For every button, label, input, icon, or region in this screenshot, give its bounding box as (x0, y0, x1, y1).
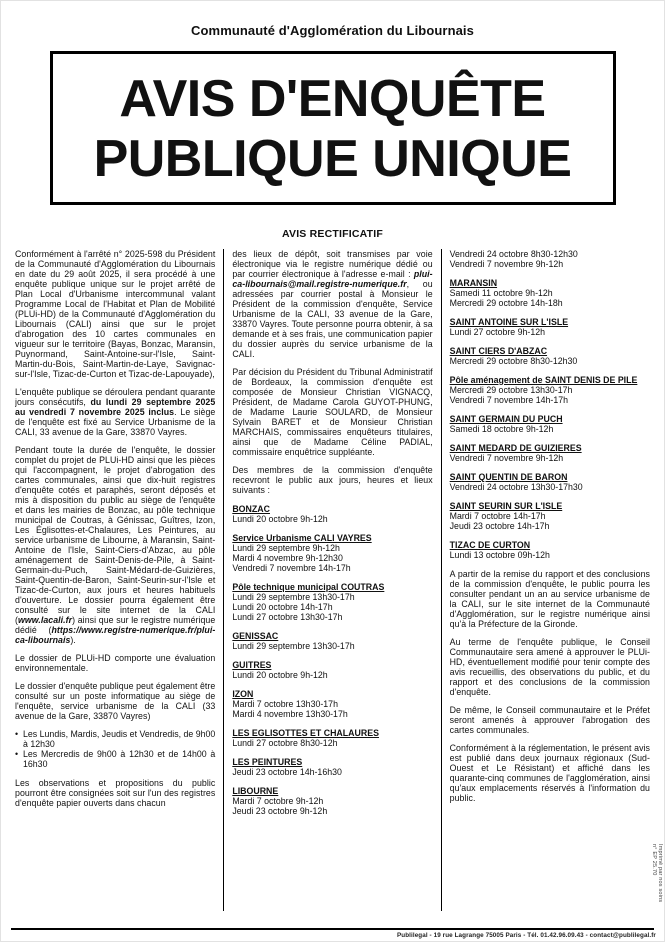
organization-header: Communauté d'Agglomération du Libournais (191, 23, 474, 38)
schedule-line: Lundi 20 octobre 14h-17h (232, 602, 333, 613)
schedule-line: Mardi 7 octobre 13h30-17h (232, 699, 338, 710)
schedule-line: Lundi 29 septembre 13h30-17h (232, 641, 355, 652)
notice-title-box (50, 51, 616, 205)
schedule-line: Jeudi 23 octobre 9h-12h (232, 806, 328, 817)
text-run: Le dossier d'enquête publique peut également être consulté sur un poste informatique au siège de l'enquête, service urbanisme de la CALI (33 avenue de la Gare, 33870 Vayres) (15, 681, 216, 722)
schedule-line: Samedi 18 octobre 9h-12h (449, 423, 554, 434)
schedule-line: Jeudi 23 octobre 14h-16h30 (232, 767, 342, 778)
text-run: Les observations et propositions du public pourront être consignées soit sur l'un des registres d'enquête papier ouverts dans chacun (15, 778, 216, 809)
venue-heading: Pôle technique municipal COUTRAS (232, 582, 385, 593)
schedule-line: Mardi 7 octobre 9h-12h (232, 796, 324, 807)
schedule-line: Lundi 27 octobre 13h30-17h (232, 612, 343, 623)
schedule-line: Vendredi 24 octobre 13h30-17h30 (449, 481, 583, 492)
bullet-icon: • (15, 749, 19, 760)
venue-heading: LIBOURNE (232, 786, 279, 797)
venue-heading: SAINT CIERS D'ABZAC (449, 345, 548, 356)
text-run: , ou adressées par courrier postal à Monsieur le Président de la commission d'enquête, Service Urbanisme de la CALI, 33 avenue de la Gare, 33870 Vayres. Toute personne pourra obtenir, à sa demande et à ses frais, une communication papier du dossier auprès du service urbanisme de la CALI. (232, 278, 433, 359)
venue-heading: SAINT ANTOINE SUR L'ISLE (449, 316, 569, 327)
bullet-text: Les Lundis, Mardis, Jeudis et Vendredis, de 9h00 à 12h30 (23, 729, 216, 750)
schedule-line: Lundi 20 octobre 9h-12h (232, 670, 328, 681)
text-run: Conformément à la réglementation, le présent avis est publié dans deux journaux régionaux (Sud-Ouest et Le Résistant) et affiché dans les quarante-cinq communes de l'agglomération, ainsi qu'aux emplacements réservés à l'information du public. (449, 743, 650, 804)
notice-title-line1: AVIS D'ENQUÊTE (119, 70, 546, 128)
schedule-line: Vendredi 7 novembre 14h-17h (232, 563, 351, 574)
paragraph (450, 743, 650, 803)
schedule-line: Lundi 29 septembre 13h30-17h (232, 592, 355, 603)
venue-heading: SAINT SEURIN SUR L'ISLE (449, 500, 563, 511)
emphasized-text: plui-ca-libournais@mail.registre-numerique.fr (232, 268, 433, 289)
print-reference-note: Imprimé par nos soins n° EP 25.70 (651, 844, 663, 903)
paragraph (232, 249, 432, 359)
footer-divider (11, 928, 654, 930)
schedule-line: Vendredi 7 novembre 9h-12h (449, 258, 564, 269)
venue-heading: BONZAC (232, 503, 270, 514)
paragraph (450, 705, 650, 735)
text-run: L'enquête publique se déroulera pendant quarante jours consécutifs, (15, 386, 216, 407)
text-run: Pendant toute la durée de l'enquête, le dossier complet du projet de PLUi-HD ainsi que les pièces qui l'accompagnent, le projet d'abrogation des cartes communales, ainsi que dix-huit registres d'enquête cotés et paraphés, seront déposés et mis à disposition du public au siège de l'enquête et dans les mairies de Bonzac, au pôle technique municipal de Coutras, à Génissac, Guîtres, Izon, Les Églisottes-et-Chalaures, Les Peintures, au service urbanisme de Libourne, à Maransin, Saint-Antoine de l'Isle, Saint-Ciers-d'Abzac, au pôle aménagement de Saint-Denis-de-Pile, à Saint-Germain-du-Puch, Saint-Médard-de-Guizières, Saint-Quentin-de-Baron, Saint-Seurin-sur-l'Isle et Tizac-de-Curton, aux jours et heures habituels d'ouverture. Le dossier pourra également être consulté sur le site internet de la CALI ( (15, 444, 216, 626)
text-run: A partir de la remise du rapport et des conclusions de la commission d'enquête, le public pourra les consulter pendant un an au service urbanisme de la CALI, sur le site internet de la Communauté d'Agglomération, sur le registre numérique ainsi qu'à la Préfecture de la Gironde. (449, 568, 650, 630)
text-run: Au terme de l'enquête publique, le Conseil Communautaire sera amené à approuver le PLUi-HD, éventuellement modifié pour tenir compte des avis recueillis, des observations du public, et du rapport et des conclusions de la commission d'enquête. (449, 637, 650, 698)
paragraph (15, 445, 215, 645)
paragraph (232, 367, 432, 457)
schedule-line: Lundi 13 octobre 09h-12h (449, 549, 550, 560)
bullet-text: Les Mercredis de 9h00 à 12h30 et de 14h00 à 16h30 (23, 749, 216, 770)
paragraph (15, 681, 215, 721)
venue-heading: TIZAC DE CURTON (449, 539, 531, 550)
text-run: De même, le Conseil communautaire et le Préfet seront amenés à approuver l'abrogation des cartes communales. (449, 705, 650, 736)
venue-heading: GUITRES (232, 660, 272, 671)
schedule-line: Mercredi 29 octobre 13h30-17h (449, 384, 573, 395)
text-run: ) ainsi que sur le registre numérique dédié ( (15, 615, 216, 636)
schedule-line: Lundi 29 septembre 9h-12h (232, 543, 340, 554)
paragraph (232, 465, 432, 495)
publisher-imprint: Publilegal - 19 rue Lagrange 75005 Paris - Tél. 01.42.96.09.43 - contact@publilegal.fr (396, 932, 656, 939)
venue-heading: MARANSIN (449, 277, 498, 288)
column-1 (15, 249, 223, 911)
schedule-line: Vendredi 24 octobre 8h30-12h30 (449, 248, 578, 259)
bullet-icon: • (15, 729, 19, 740)
text-run: ). (70, 635, 76, 646)
schedule-line: Lundi 27 octobre 9h-12h (449, 326, 546, 337)
text-run: . Le siège de l'enquête est fixé au Service Urbanisme de la CALI, 33 avenue de la Gare, 33870 Vayres. (15, 406, 216, 437)
venue-heading: Pôle aménagement de SAINT DENIS DE PILE (449, 374, 638, 385)
venue-heading: IZON (232, 689, 254, 700)
schedule-line: Vendredi 7 novembre 9h-12h (449, 452, 564, 463)
venue-heading: GENISSAC (232, 631, 279, 642)
schedule-line: Mercredi 29 octobre 8h30-12h30 (449, 355, 578, 366)
schedule-line: Mardi 4 novembre 9h-12h30 (232, 553, 343, 564)
text-run: Par décision du Président du Tribunal Administratif de Bordeaux, la commission d'enquête est composée de Monsieur Christian VIGNACQ, Président, de Madame Carola GUYOT-PHUNG, de Madame Laurie SOULARD, de Monsieur Sylvain BARET et de Monsieur Christian MARCHAIS, commissaires enquêteurs titulaires, ainsi que de Madame Céline PADIAL, commissaire enquêtrice suppléante. (232, 366, 433, 457)
column-2 (223, 249, 440, 911)
paragraph (450, 569, 650, 629)
schedule-line: Vendredi 7 novembre 14h-17h (449, 394, 569, 405)
paragraph (15, 653, 215, 673)
emphasized-text: du lundi 29 septembre 2025 au vendredi 7 novembre 2025 inclus (15, 396, 216, 417)
notice-subtitle: AVIS RECTIFICATIF (281, 227, 383, 240)
schedule-line: Samedi 11 octobre 9h-12h (449, 287, 553, 298)
text-run: Conformément à l'arrêté n° 2025-598 du Président de la Communauté d'Agglomération du Libournais en date du 29 août 2025, il sera procédé à une enquête publique unique sur le projet arrêté de Plan Local d'Urbanisme intercommunal valant Programme Local de l'Habitat et Plan de Mobilité (PLUi-HD) de la Communauté d'Agglomération du Libournais (CALI) ainsi que sur le projet d'abrogation des 10 cartes communales en vigueur sur le territoire (Bayas, Bonzac, Maransin, Puynormand, Saint-Antoine-sur-l'Isle, Saint-Martin-du-Bois, Saint-Martin-de-Laye, Savignac-sur-l'Isle, Tizac-de-Curton et Tizac-de-Lapouyade), (15, 248, 216, 379)
venue-heading: LES PEINTURES (232, 757, 303, 768)
notice-body (15, 249, 650, 911)
emphasized-text: https://www.registre-numerique.fr/plui-ca-libournais (15, 625, 216, 646)
bullet-item (15, 749, 215, 769)
paragraph (15, 249, 215, 379)
notice-title-line2: PUBLIQUE UNIQUE (93, 130, 572, 189)
schedule-line: Lundi 20 octobre 9h-12h (232, 514, 328, 524)
spacer (15, 769, 215, 778)
bullet-item (15, 729, 215, 749)
venue-heading: SAINT QUENTIN DE BARON (449, 471, 568, 482)
paragraph (15, 387, 215, 437)
paragraph (450, 637, 650, 697)
schedule-line: Lundi 27 octobre 8h30-12h (232, 738, 338, 749)
venue-heading: SAINT MEDARD DE GUIZIERES (449, 442, 582, 453)
text-run: des lieux de dépôt, soit transmises par voie électronique via le registre numérique dédié ou par courrier électronique à l'adresse e-mail : (232, 248, 433, 279)
emphasized-text: www.lacali.fr (17, 615, 73, 626)
venue-heading: Service Urbanisme CALI VAYRES (232, 533, 372, 544)
spacer (450, 560, 650, 569)
schedule-line: Mardi 4 novembre 13h30-17h (232, 709, 348, 720)
schedule-line: Mardi 7 octobre 14h-17h (449, 510, 546, 521)
text-run: Le dossier de PLUi-HD comporte une évaluation environnementale. (15, 653, 216, 674)
column-3 (441, 249, 650, 911)
paragraph (15, 778, 215, 808)
venue-heading: LES EGLISOTTES ET CHALAURES (232, 728, 379, 739)
schedule-line: Mercredi 29 octobre 14h-18h (449, 297, 563, 308)
venue-heading: SAINT GERMAIN DU PUCH (449, 413, 563, 424)
schedule-line: Jeudi 23 octobre 14h-17h (449, 520, 550, 531)
text-run: Des membres de la commission d'enquête recevront le public aux jours, heures et lieux suivants : (232, 464, 433, 495)
